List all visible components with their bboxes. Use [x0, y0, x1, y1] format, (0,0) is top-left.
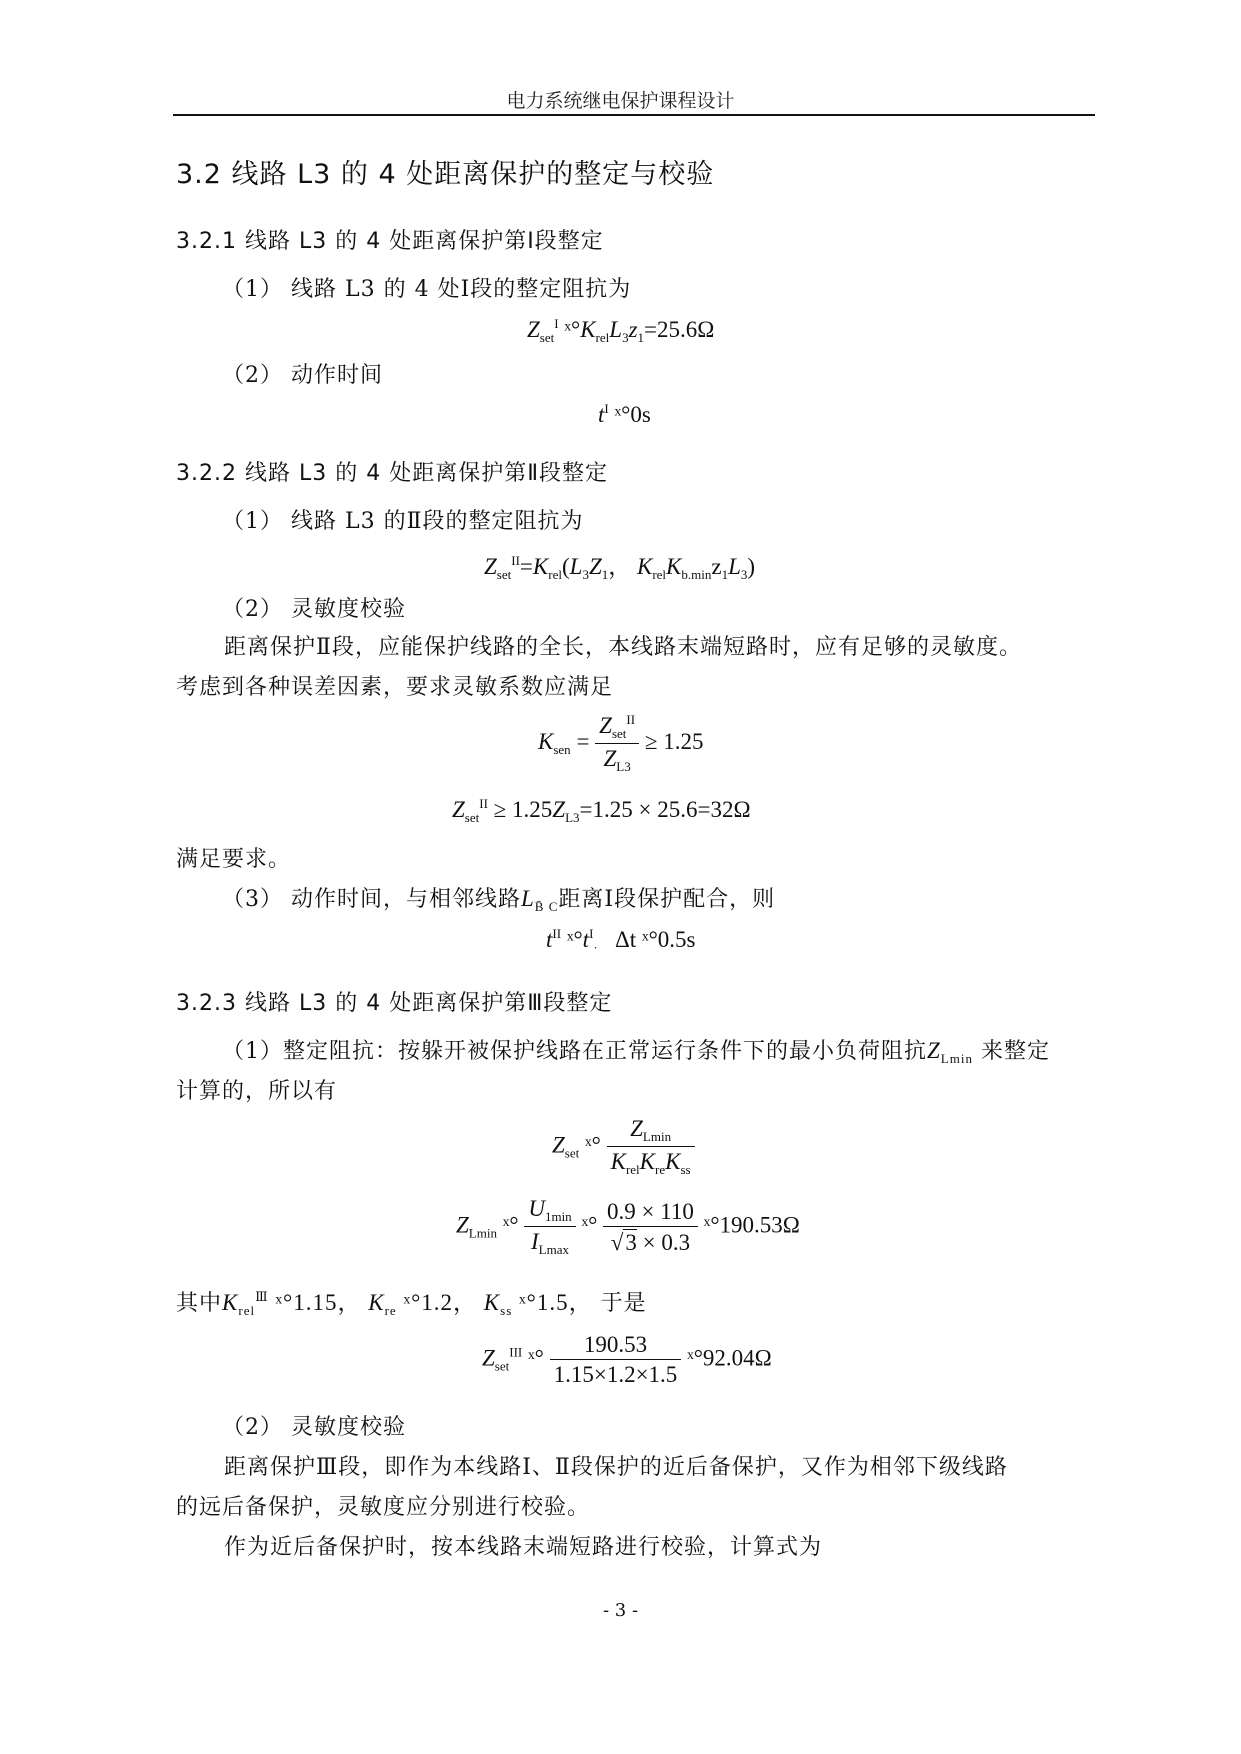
s2-item3: （3） 动作时间，与相邻线路$L_{B̄ C}$距离Ⅰ段保护配合，则	[222, 886, 776, 914]
s1-item2: （2） 动作时间	[222, 363, 383, 388]
s3-para4: 的远后备保护，灵敏度应分别进行校验。	[176, 1495, 591, 1520]
s3-para5: 作为近后备保护时，按本线路末端短路进行校验，计算式为	[224, 1535, 823, 1560]
s2-item2: （2） 灵敏度校验	[222, 597, 406, 622]
zset-III-value-fraction: $\frac{190.53}{1.15\times 1.2\times 1.5}$	[550, 1332, 682, 1388]
ksen-fraction: $\frac{Z_{set}^{II}}{Z_{L3}}$	[595, 712, 639, 775]
zlmin-fraction-1: $\frac{U_{1min}}{I_{Lmax}}$	[524, 1196, 575, 1258]
eq-zset-I: $Z_{set}^I$ $ˣ^\circ K_{rel}L_3z_1=25.6\Omega$	[527, 316, 715, 345]
page-header: 电力系统继电保护课程设计	[506, 90, 735, 112]
s3-coefficients: 其中$K_{rel}^Ⅲ$ ˣ°1.15， $K_{re}$ ˣ°1.2， $K_{ss}$ ˣ°1.5， 于是	[176, 1289, 647, 1318]
s3-item2: （2） 灵敏度校验	[222, 1415, 406, 1440]
s2-para1: 距离保护Ⅱ段，应能保护线路的全长，本线路末端短路时，应有足够的灵敏度。	[224, 635, 1022, 660]
eq-zset-III-value: $Z_{set}^{III}$ ˣ° $\frac{190.53}{1.15\times 1.2\times 1.5}$ ˣ°92.04Ω	[482, 1332, 772, 1387]
s1-item1: （1） 线路 L3 的 4 处Ⅰ段的整定阻抗为	[222, 277, 632, 302]
zlmin-fraction-2: $\frac{0.9 \times 110}{√3 \times 0.3}$	[603, 1199, 698, 1256]
eq-zset-II-check: $Z_{set}^{II} \ge 1.25Z_{L3}=1.25 \times 25.6=32\Omega$	[452, 796, 751, 825]
s2-para2: 考虑到各种误差因素，要求灵敏系数应满足	[176, 675, 614, 700]
eq-ksen: $K_{sen}$ = $\frac{Z_{set}^{II}}{Z_{L3}}$ ≥ 1.25	[538, 712, 704, 774]
eq-zlmin: $Z_{Lmin}$ ˣ° $\frac{U_{1min}}{I_{Lmax}}$ ˣ° $\frac{0.9 \times 110}{√3 \times 0.3}$ ˣ°190.53Ω	[456, 1196, 800, 1257]
s3-para3: 距离保护Ⅲ段，即作为本线路Ⅰ、Ⅱ段保护的近后备保护，又作为相邻下级线路	[224, 1455, 1008, 1480]
eq-t-I: $t^I$ ˣ°0s	[598, 401, 651, 427]
s2-para3: 满足要求。	[176, 847, 292, 872]
header-rule	[173, 114, 1095, 116]
eq-zset-III-formula: $Z_{set}$ ˣ° $\frac{Z_{Lmin}}{K_{rel}K_{re}K_{ss}}$	[552, 1116, 695, 1178]
eq-zset-II: $Z_{set}^{II}=K_{rel}(L_3Z_1$， $K_{rel}K_{b.min}z_1L_3$)	[484, 553, 756, 582]
subsection-heading-2: 3.2.2 线路 L3 的 4 处距离保护第Ⅱ段整定	[176, 461, 609, 486]
s3-para2: 计算的，所以有	[176, 1079, 338, 1104]
subsection-heading-3: 3.2.3 线路 L3 的 4 处距离保护第Ⅲ段整定	[176, 991, 613, 1016]
page-number: - 3 -	[602, 1600, 639, 1621]
eq-t-II: $t^{II}$ $ˣ^\circ t^I_\cdot$ Δt ˣ°0.5s	[546, 926, 696, 955]
s3-para1: （1）整定阻抗：按躲开被保护线路在正常运行条件下的最小负荷阻抗$Z_{Lmin}$ 来整定	[222, 1038, 1050, 1066]
section-heading: 3.2 线路 L3 的 4 处距离保护的整定与校验	[176, 159, 715, 190]
subsection-heading-1: 3.2.1 线路 L3 的 4 处距离保护第Ⅰ段整定	[176, 229, 604, 254]
zset-III-fraction: $\frac{Z_{Lmin}}{K_{rel}K_{re}K_{ss}}$	[607, 1116, 695, 1178]
s2-item1: （1） 线路 L3 的Ⅱ段的整定阻抗为	[222, 509, 584, 534]
